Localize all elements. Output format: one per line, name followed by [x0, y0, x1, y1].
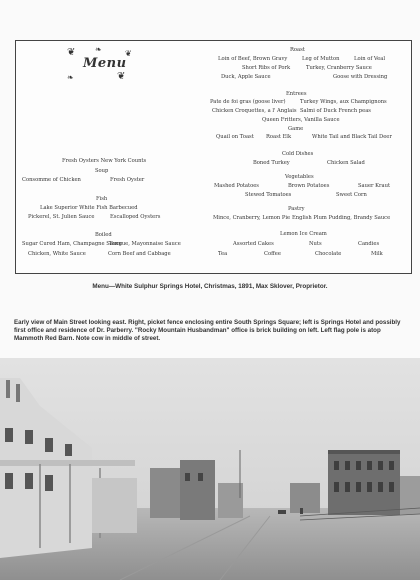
menu-item: Tongue, Mayonnaise Sauce	[109, 241, 181, 247]
menu-item: Quail on Toast	[216, 134, 254, 140]
menu-heading: Fish	[96, 196, 108, 202]
menu-item: Nuts	[309, 241, 322, 247]
menu-item: Turkey Wings, aux Champignons	[300, 99, 387, 105]
menu-item: Stewed Tomatoes	[245, 192, 292, 198]
menu-heading: Boiled	[95, 232, 112, 238]
menu-heading: Vegetables	[285, 174, 314, 180]
menu-item: Sauer Kraut	[358, 183, 391, 189]
menu-item: Chicken Salad	[327, 160, 365, 166]
menu-item: Chicken Croquettes, a l' Anglais	[212, 108, 297, 114]
menu-item: Loin of Beef, Brown Gravy	[218, 56, 288, 62]
menu-item: Assorted Cakes	[233, 241, 274, 247]
menu-item: Leg of Mutton	[302, 56, 340, 62]
menu-item: Mashed Potatoes	[214, 183, 259, 189]
menu-item: Goose with Dressing	[333, 74, 388, 80]
menu-title-block	[55, 43, 155, 85]
floral-ornament-icon: ❦	[67, 47, 76, 58]
leaf-ornament-icon: ❧	[67, 73, 74, 82]
menu-item: English Plum Pudding, Brandy Sauce	[292, 215, 391, 221]
menu-item: Pate de foi gras (goose liver)	[210, 99, 286, 105]
menu-item: Pickerel, St. Julien Sauce	[28, 214, 95, 220]
menu-heading: Pastry	[288, 206, 305, 212]
menu-item: Milk	[371, 251, 383, 257]
menu-heading: Soup	[95, 168, 109, 174]
menu-item: Coffee	[264, 251, 281, 257]
menu-item: Mince, Cranberry, Lemon Pie	[213, 215, 291, 221]
menu-item: Short Ribs of Pork	[242, 65, 291, 71]
menu-item: Sugar Cured Ham, Champagne Sauce	[22, 241, 123, 247]
menu-item: Salmi of Duck French peas	[300, 108, 371, 114]
menu-item: Escalloped Oysters	[110, 214, 161, 220]
leaf-ornament-icon: ❧	[95, 45, 102, 54]
menu-item: Turkey, Cranberry Sauce	[306, 65, 372, 71]
menu-item: Fresh Oysters New York Counts	[62, 158, 147, 164]
main-street-photo	[0, 358, 420, 580]
menu-item: Candies	[358, 241, 380, 247]
menu-item: Consomme of Chicken	[22, 177, 81, 183]
menu-item: Chicken, White Sauce	[28, 251, 86, 257]
menu-heading: Entrees	[286, 91, 307, 97]
menu-heading: Lemon Ice Cream	[280, 231, 327, 237]
menu-item: Corn Beef and Cabbage	[108, 251, 171, 257]
menu-item: Duck, Apple Sauce	[221, 74, 271, 80]
menu-item: Lake Superior White Fish Barbecued	[40, 205, 138, 211]
menu-heading: Cold Dishes	[282, 151, 314, 157]
menu-item: Loin of Veal	[354, 56, 385, 62]
menu-caption: Menu—White Sulphur Springs Hotel, Christmas, 1891, Max Sklover, Proprietor.	[92, 283, 328, 290]
menu-item: Tea	[218, 251, 228, 257]
menu-item: Queen Fritters, Vanilla Sauce	[262, 117, 340, 123]
menu-heading: Game	[288, 126, 304, 132]
menu-item: Fresh Oyster	[110, 177, 145, 183]
menu-item: White Tail and Black Tail Deer	[312, 134, 392, 140]
menu-heading: Roast	[290, 47, 305, 53]
menu-item: Roast Elk	[266, 134, 292, 140]
floral-ornament-icon: ❦	[117, 71, 126, 82]
menu-item: Chocolate	[315, 251, 342, 257]
photo-description: Early view of Main Street looking east. Right, picket fence enclosing entire South Springs Square; left is Springs Hotel and possibly first office and residence of Dr. Parberry. "Rocky Mountain Husbandman" office is brick building on left. Left flag pole is atop Mammoth Red Barn. Note cow in middle of street.	[14, 319, 401, 342]
menu-item: Sweet Corn	[336, 192, 367, 198]
menu-item: Brown Potatoes	[288, 183, 330, 189]
menu-item: Boned Turkey	[253, 160, 290, 166]
leaf-ornament-icon: ❦	[125, 49, 132, 58]
menu-title: Menu	[83, 56, 127, 71]
